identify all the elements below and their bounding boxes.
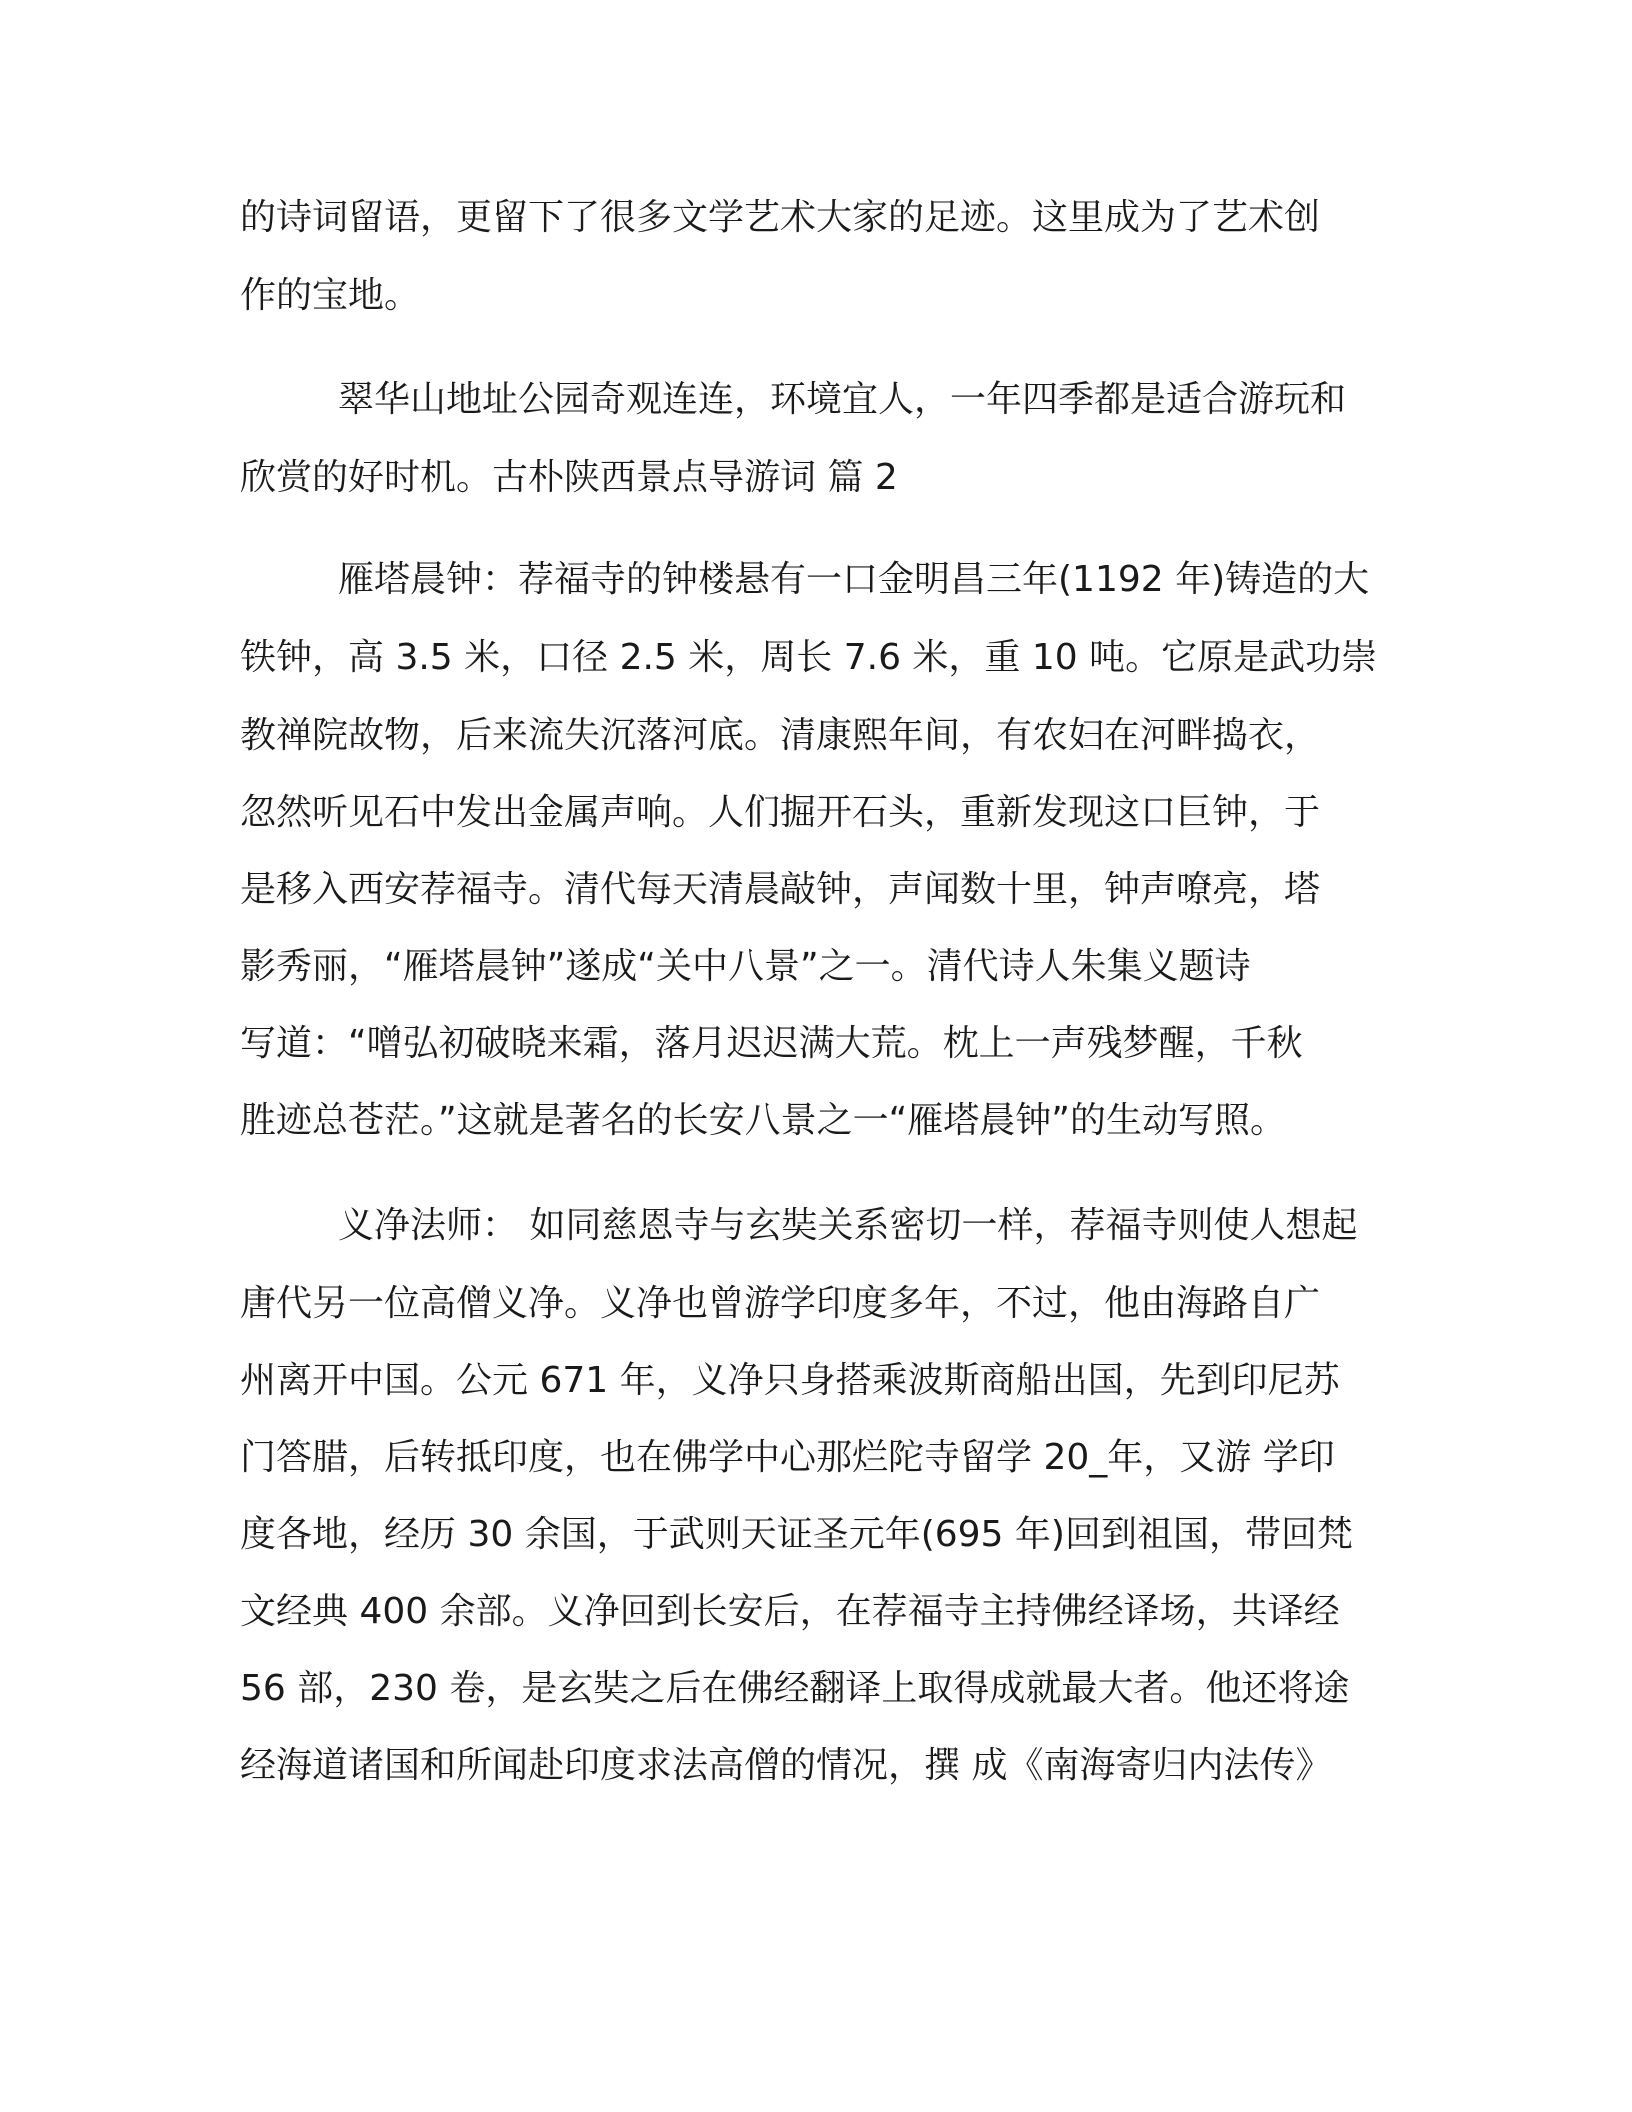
paragraph-4-line-3: 州离开中国。公元 671 年，义净只身搭乘波斯商船出国，先到印尼苏 [240,1360,1340,1401]
paragraph-4-line-1: 义净法师： 如同慈恩寺与玄奘关系密切一样，荐福寺则使人想起 [338,1205,1358,1246]
paragraph-1-line-1: 的诗词留语，更留下了很多文学艺术大家的足迹。这里成为了艺术创 [240,197,1321,238]
paragraph-3-line-7: 写道：“噌弘初破晓来霜，落月迟迟满大荒。枕上一声残梦醒，千秋 [240,1023,1303,1064]
paragraph-3-line-5: 是移入西安荐福寺。清代每天清晨敲钟，声闻数十里，钟声嘹亮，塔 [240,869,1321,910]
paragraph-3-line-1: 雁塔晨钟：荐福寺的钟楼悬有一口金明昌三年(1192 年)铸造的大 [338,559,1370,600]
paragraph-2-line-2: 欣赏的好时机。古朴陕西景点导游词 篇 2 [240,457,898,498]
paragraph-1-line-2: 作的宝地。 [240,275,421,316]
paragraph-4-line-5: 度各地，经历 30 余国，于武则天证圣元年(695 年)回到祖国，带回梵 [240,1514,1353,1555]
paragraph-3-line-2: 铁钟，高 3.5 米，口径 2.5 米，周长 7.6 米，重 10 吨。它原是武功崇 [240,637,1378,678]
paragraph-4-line-4: 门答腊，后转抵印度，也在佛学中心那烂陀寺留学 20_年，又游 学印 [240,1437,1335,1478]
paragraph-4-line-6: 文经典 400 余部。义净回到长安后，在荐福寺主持佛经译场，共译经 [240,1591,1340,1632]
paragraph-3-line-6: 影秀丽，“雁塔晨钟”遂成“关中八景”之一。清代诗人朱集义题诗 [240,946,1251,987]
paragraph-2-line-1: 翠华山地址公园奇观连连，环境宜人，一年四季都是适合游玩和 [338,379,1347,420]
paragraph-3-line-3: 教禅院故物，后来流失沉落河底。清康熙年间，有农妇在河畔捣衣， [240,715,1321,756]
paragraph-3-line-8: 胜迹总苍茫。”这就是著名的长安八景之一“雁塔晨钟”的生动写照。 [240,1100,1286,1141]
paragraph-4-line-8: 经海道诸国和所闻赴印度求法高僧的情况，撰 成《南海寄归内法传》 [240,1745,1332,1786]
paragraph-4-line-7: 56 部，230 卷，是玄奘之后在佛经翻译上取得成就最大者。他还将途 [240,1668,1350,1709]
paragraph-4-line-2: 唐代另一位高僧义净。义净也曾游学印度多年，不过，他由海路自广 [240,1283,1321,1324]
paragraph-3-line-4: 忽然听见石中发出金属声响。人们掘开石头，重新发现这口巨钟，于 [240,792,1321,833]
